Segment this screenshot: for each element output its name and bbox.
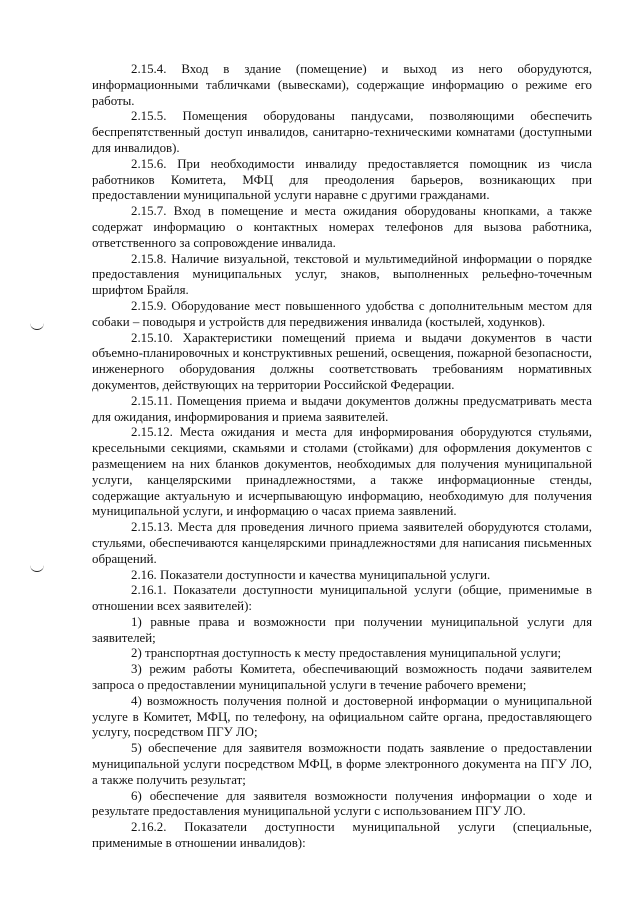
list-item-4: 4) возможность получения полной и достоверной информации о муниципальной услуге в Комитет, МФЦ, по телефону, на официальном сайте органа, предоставляющего услугу, посредством ПГУ ЛО; [92, 693, 592, 740]
document-body [92, 62, 592, 852]
list-item-2: 2) транспортная доступность к месту предоставления муниципальной услуги; [131, 646, 562, 661]
paragraph-2-15-7: 2.15.7. Вход в помещение и места ожидания оборудованы кнопками, а также содержат информацию о контактных номерах телефонов для вызова работника, ответственного за сопровождение инвалида. [92, 204, 592, 250]
paragraph-2-15-10: 2.15.10. Характеристики помещений приема и выдачи документов в части объемно-планировочных и конструктивных решений, освещения, пожарной безопасности, инженерного оборудования должны соответствовать требованиям нормативных документов, действующих на территории Российской Федерации. [92, 330, 592, 392]
list-item-3: 3) режим работы Комитета, обеспечивающий возможность подачи заявителем запроса о предоставлении муниципальной услуги в течение рабочего времени; [92, 662, 592, 693]
paragraph-2-15-6: 2.15.6. При необходимости инвалиду предоставляется помощник из числа работников Комитета, МФЦ для преодоления барьеров, возникающих при предоставлении муниципальной услуги наравне с другими гражданами. [92, 156, 592, 203]
paragraph-2-16: 2.16. Показатели доступности и качества муниципальной услуги. [131, 567, 491, 582]
paragraph-2-15-13: 2.15.13. Места для проведения личного приема заявителей оборудуются столами, стульями, обеспечиваются канцелярскими принадлежностями для написания письменных обращений. [92, 520, 592, 566]
paragraph-2-16-2: 2.16.2. Показатели доступности муниципальной услуги (специальные, применимые в отношении инвалидов): [92, 820, 592, 851]
paragraph-2-16-1: 2.16.1. Показатели доступности муниципальной услуги (общие, применимые в отношении всех заявителей): [92, 583, 592, 614]
paragraph-2-15-8: 2.15.8. Наличие визуальной, текстовой и мультимедийной информации о порядке предоставления муниципальных услуг, знаков, выполненных рельефно-точечным шрифтом Брайля. [92, 251, 592, 298]
paragraph-2-15-12: 2.15.12. Места ожидания и места для информирования оборудуются стульями, кресельными секциями, скамьями и столами (стойками) для оформления документов с размещением на них бланков документов, необходимых для получения муниципальной услуги, канцелярскими принадлежностями, а также информационные стенды, содержащие актуальную и исчерпывающую информацию, необходимую для получения муниципальной услуги, и информацию о часах приема заявлений. [92, 425, 592, 519]
list-item-1: 1) равные права и возможности при получении муниципальной услуги для заявителей; [92, 614, 592, 645]
binding-hole-mark-lower [30, 565, 44, 572]
paragraph-2-15-11: 2.15.11. Помещения приема и выдачи документов должны предусматривать места для ожидания, информирования и приема заявителей. [92, 393, 592, 424]
binding-hole-mark-upper [30, 323, 44, 330]
list-item-6: 6) обеспечение для заявителя возможности получения информации о ходе и результате предоставления муниципальной услуги с использованием ПГУ ЛО. [92, 788, 592, 819]
paragraph-2-15-5: 2.15.5. Помещения оборудованы пандусами, позволяющими обеспечить беспрепятственный доступ инвалидов, санитарно-техническими комнатами (доступными для инвалидов). [92, 109, 592, 155]
list-item-5: 5) обеспечение для заявителя возможности подать заявление о предоставлении муниципальной услуги посредством МФЦ, в форме электронного документа на ПГУ ЛО, а также получить результат; [92, 741, 592, 787]
paragraph-2-15-4: 2.15.4. Вход в здание (помещение) и выход из него оборудуются, информационными табличками (вывесками), содержащие информацию о режиме его работы. [92, 62, 592, 108]
paragraph-2-15-9: 2.15.9. Оборудование мест повышенного удобства с дополнительным местом для собаки – поводыря и устройств для передвижения инвалида (костылей, ходунков). [92, 298, 592, 329]
